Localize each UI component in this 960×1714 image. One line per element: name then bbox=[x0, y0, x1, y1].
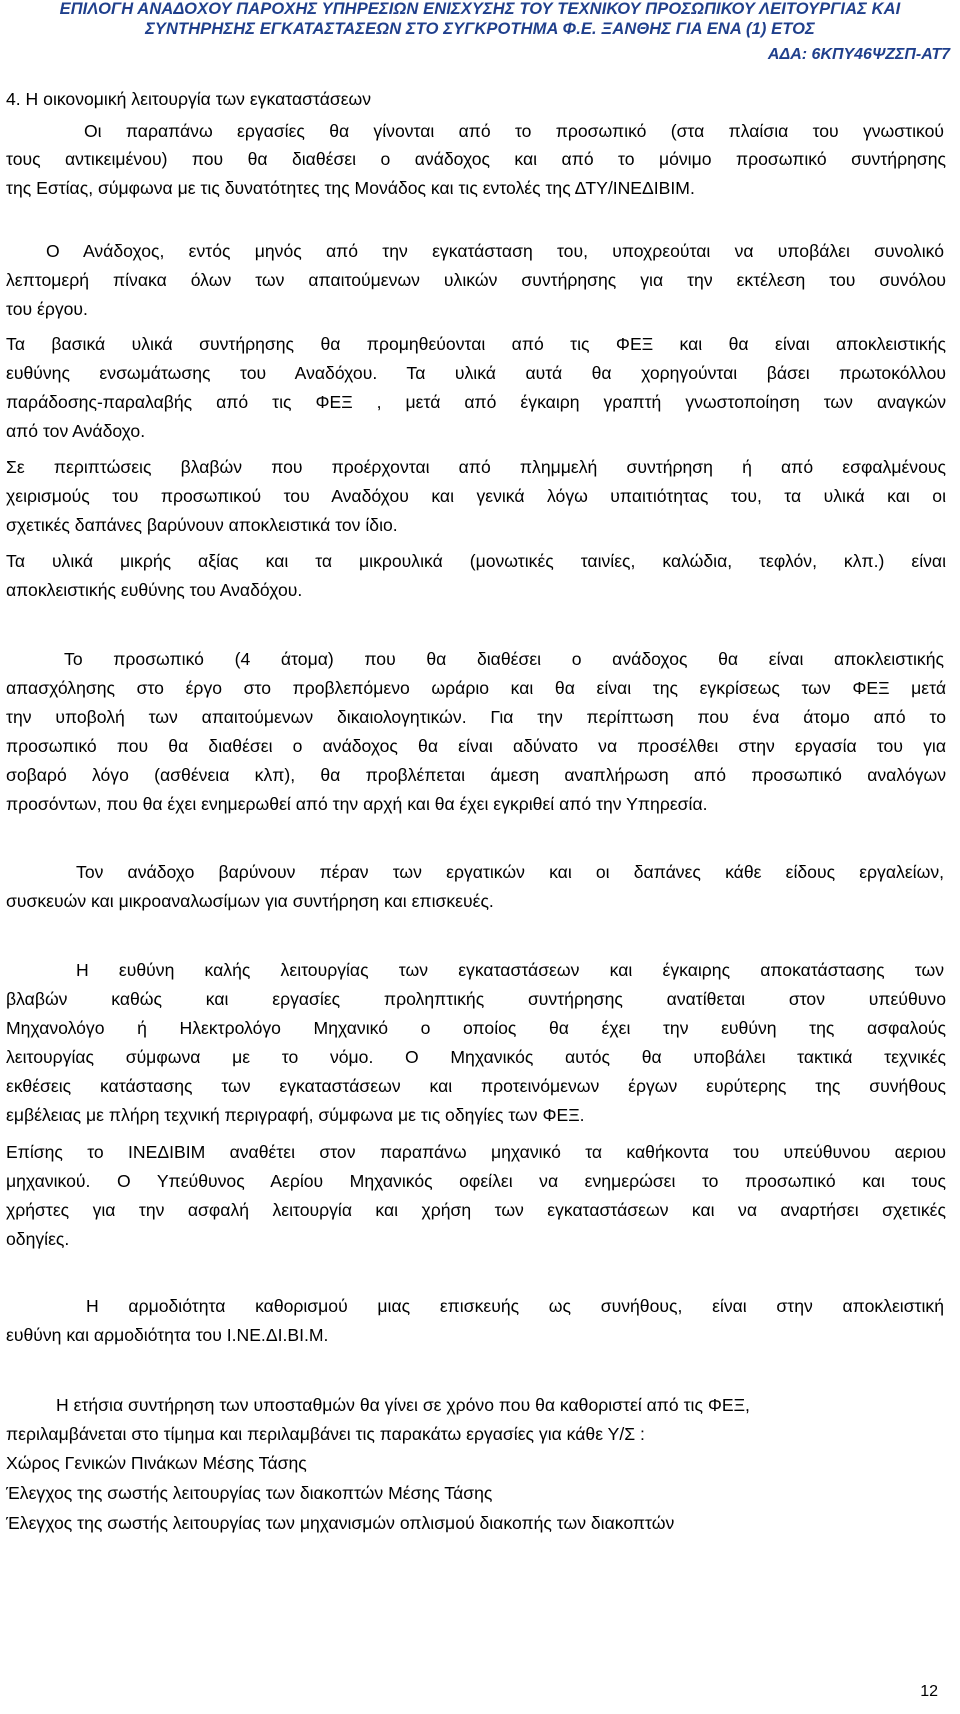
paragraph-line: σχετικές δαπάνες βαρύνουν αποκλειστικά τον ίδιο. bbox=[6, 515, 398, 535]
paragraph-line: Τον ανάδοχο βαρύνουν πέραν των εργατικών και οι δαπάνες κάθε είδους εργαλείων, bbox=[76, 862, 944, 882]
paragraph-line: Σε περιπτώσεις βλαβών που προέρχονται από πλημμελή συντήρηση ή από εσφαλμένους bbox=[6, 457, 946, 477]
paragraph-line: Η αρμοδιότητα καθορισμού μιας επισκευής ως συνήθους, είναι στην αποκλειστική bbox=[86, 1296, 944, 1316]
paragraph-line: Ο Ανάδοχος, εντός μηνός από την εγκατάσταση του, υποχρεούται να υποβάλει συνολικό bbox=[46, 241, 944, 261]
paragraph-line: χειρισμούς του προσωπικού του Αναδόχου και γενικά λόγω υπαιτιότητας του, τα υλικά και οι bbox=[6, 486, 946, 506]
paragraph-line: Οι παραπάνω εργασίες θα γίνονται από το προσωπικό (στα πλαίσια του γνωστικού bbox=[84, 121, 944, 141]
paragraph-line: οδηγίες. bbox=[6, 1229, 70, 1249]
list-item: Χώρος Γενικών Πινάκων Μέσης Τάσης bbox=[6, 1453, 307, 1473]
paragraph-line: βλαβών καθώς και εργασίες προληπτικής συντήρησης ανατίθεται στον υπεύθυνο bbox=[6, 989, 946, 1009]
page-number: 12 bbox=[920, 1683, 938, 1700]
paragraph-line: Η ετήσια συντήρηση των υποσταθμών θα γίνει σε χρόνο που θα καθοριστεί από τις ΦΕΞ, bbox=[56, 1395, 750, 1415]
paragraph-line: Τα βασικά υλικά συντήρησης θα προμηθεύονται από τις ΦΕΞ και θα είναι αποκλειστικής bbox=[6, 334, 946, 354]
paragraph-line: Η ευθύνη καλής λειτουργίας των εγκαταστάσεων και έγκαιρης αποκατάστασης των bbox=[76, 960, 944, 980]
paragraph-line: περιλαμβάνεται στο τίμημα και περιλαμβάνει τις παρακάτω εργασίες για κάθε Υ/Σ : bbox=[6, 1424, 645, 1444]
paragraph-line: της Εστίας, σύμφωνα με τις δυνατότητες της Μονάδος και τις εντολές της ΔΤΥ/ΙΝΕΔΙΒΙΜ. bbox=[6, 178, 695, 198]
paragraph-line: παράδοσης-παραλαβής από τις ΦΕΞ , μετά από έγκαιρη γραπτή γνωστοποίηση των αναγκών bbox=[6, 392, 946, 412]
paragraph-line: Το προσωπικό (4 άτομα) που θα διαθέσει ο ανάδοχος θα είναι αποκλειστικής bbox=[64, 649, 944, 669]
paragraph-line: Επίσης το ΙΝΕΔΙΒΙΜ αναθέτει στον παραπάνω μηχανικό τα καθήκοντα του υπεύθυνου αεριου bbox=[6, 1142, 946, 1162]
paragraph-line: σοβαρό λόγο (ασθένεια κλπ), θα προβλέπεται άμεση αναπλήρωση από προσωπικό αναλόγων bbox=[6, 765, 946, 785]
paragraph-line: του έργου. bbox=[6, 299, 88, 319]
paragraph-line: τους αντικειμένου) που θα διαθέσει ο ανάδοχος και από το μόνιμο προσωπικό συντήρησης bbox=[6, 149, 946, 169]
paragraph-line: μηχανικού. Ο Υπεύθυνος Αερίου Μηχανικός οφείλει να ενημερώσει το προσωπικό και τους bbox=[6, 1171, 946, 1191]
paragraph-line: συσκευών και μικροαναλωσίμων για συντήρηση και επισκευές. bbox=[6, 891, 494, 911]
paragraph-line: Μηχανολόγο ή Ηλεκτρολόγο Μηχανικό ο οποίος θα έχει την ευθύνη της ασφαλούς bbox=[6, 1018, 946, 1038]
paragraph-line: την υποβολή των απαιτούμενων δικαιολογητικών. Για την περίπτωση που ένα άτομο από το bbox=[6, 707, 946, 727]
paragraph-line: λεπτομερή πίνακα όλων των απαιτούμενων υλικών συντήρησης για την εκτέλεση του συνόλου bbox=[6, 270, 946, 290]
paragraph-line: ευθύνη και αρμοδιότητα του Ι.ΝΕ.ΔΙ.ΒΙ.Μ. bbox=[6, 1325, 329, 1345]
paragraph-line: λειτουργίας σύμφωνα με το νόμο. Ο Μηχανικός αυτός θα υποβάλει τακτικά τεχνικές bbox=[6, 1047, 946, 1067]
paragraph-line: από τον Ανάδοχο. bbox=[6, 421, 146, 441]
paragraph-line: αποκλειστικής ευθύνης του Αναδόχου. bbox=[6, 580, 303, 600]
paragraph-line: εμβέλειας με πλήρη τεχνική περιγραφή, σύμφωνα με τις οδηγίες των ΦΕΞ. bbox=[6, 1105, 585, 1125]
list-item: Έλεγχος της σωστής λειτουργίας των μηχανισμών οπλισμού διακοπής των διακοπτών bbox=[6, 1513, 675, 1533]
document-header-line-2: ΣΥΝΤΗΡΗΣΗΣ ΕΓΚΑΤΑΣΤΑΣΕΩΝ ΣΤΟ ΣΥΓΚΡΟΤΗΜΑ Φ.Ε. ΞΑΝΘΗΣ ΓΙΑ ΕΝΑ (1) ΕΤΟΣ bbox=[145, 20, 815, 38]
paragraph-line: προσόντων, που θα έχει ενημερωθεί από την αρχή και θα έχει εγκριθεί από την Υπηρεσία. bbox=[6, 794, 708, 814]
paragraph-line: Τα υλικά μικρής αξίας και τα μικρουλικά (μονωτικές ταινίες, καλώδια, τεφλόν, κλπ.) είναι bbox=[6, 551, 946, 571]
ada-code: ΑΔΑ: 6ΚΠΥ46ΨΖΣΠ-ΑΤ7 bbox=[767, 46, 950, 63]
paragraph-line: ευθύνης ενσωμάτωσης του Αναδόχου. Τα υλικά αυτά θα χορηγούνται βάσει πρωτοκόλλου bbox=[6, 363, 946, 383]
list-item: Έλεγχος της σωστής λειτουργίας των διακοπτών Μέσης Τάσης bbox=[6, 1483, 493, 1503]
paragraph-line: προσωπικό που θα διαθέσει ο ανάδοχος θα είναι αδύνατο να προσέλθει στην εργασία του για bbox=[6, 736, 946, 756]
paragraph-line: χρήστες για την ασφαλή λειτουργία και χρήση των εγκαταστάσεων και να αναρτήσει σχετικές bbox=[6, 1200, 946, 1220]
paragraph-line: απασχόλησης στο έργο στο προβλεπόμενο ωράριο και θα είναι της εγκρίσεως των ΦΕΞ μετά bbox=[6, 678, 946, 698]
section-heading: 4. Η οικονομική λειτουργία των εγκαταστάσεων bbox=[6, 89, 372, 109]
document-header-line-1: ΕΠΙΛΟΓΗ ΑΝΑΔΟΧΟΥ ΠΑΡΟΧΗΣ ΥΠΗΡΕΣΙΩΝ ΕΝΙΣΧΥΣΗΣ ΤΟΥ ΤΕΧΝΙΚΟΥ ΠΡΟΣΩΠΙΚΟΥ ΛΕΙΤΟΥΡΓΙΑΣ ΚΑΙ bbox=[59, 0, 901, 18]
paragraph-line: εκθέσεις κατάστασης των εγκαταστάσεων και προτεινόμενων έργων ευρύτερης της συνήθους bbox=[6, 1076, 946, 1096]
